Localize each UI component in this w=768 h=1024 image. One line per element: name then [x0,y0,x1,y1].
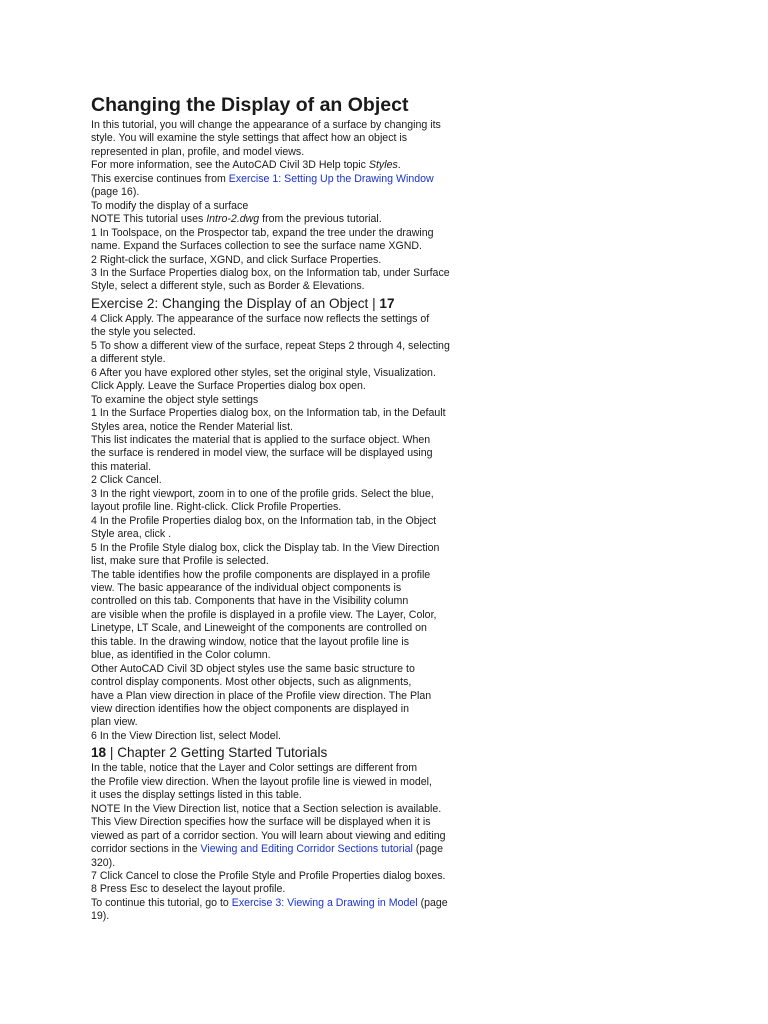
text-line [91,461,486,474]
text-line [91,843,486,856]
text-run: | Chapter 2 Getting Started Tutorials [106,745,328,761]
text-run: (page [412,843,443,856]
text-run: For more information, see the AutoCAD Civil 3D Help topic [91,159,369,172]
text-line [91,146,486,159]
text-line [91,421,486,434]
document-page [91,93,486,924]
text-line [91,186,486,199]
running-header [91,296,486,312]
text-line [91,407,486,420]
running-header [91,745,486,761]
text-run: Other AutoCAD Civil 3D object styles use the same basic structure to [91,662,415,675]
text-line [91,816,486,829]
text-line [91,830,486,843]
text-run: . [397,159,401,172]
text-run: (page [417,896,448,909]
text-line [91,501,486,514]
text-line [91,910,486,923]
text-run: Exercise 2: Changing the Display of an Object | [91,295,380,311]
text-run: Styles area, notice the Render Material list. [91,420,293,433]
text-line [91,434,486,447]
text-run: blue, as identified in the Color column. [91,649,271,662]
text-line [91,353,486,366]
text-line [91,227,486,240]
text-run: This View Direction specifies how the surface will be displayed when it is [91,816,431,829]
text-run: 4 In the Profile Properties dialog box, on the Information tab, in the Object [91,514,437,527]
text-run: In the table, notice that the Layer and Color settings are different from [91,762,418,775]
text-line [91,622,486,635]
text-line [91,730,486,743]
text-line [91,870,486,883]
text-run: 6 After you have explored other styles, set the original style, Visualization. [91,366,436,379]
text-run: the Profile view direction. When the layout profile line is viewed in model, [91,775,432,788]
cross-reference-link[interactable]: Viewing and Editing Corridor Sections tutorial [200,843,413,856]
text-run: viewed as part of a corridor section. You will learn about viewing and editing [91,829,446,842]
text-line [91,132,486,145]
text-line [91,690,486,703]
text-line [91,173,486,186]
text-run: 1 In the Surface Properties dialog box, on the Information tab, in the Default [91,407,446,420]
text-line [91,555,486,568]
text-run: NOTE In the View Direction list, notice that a Section selection is available. [91,802,442,815]
text-run: it uses the display settings listed in this table. [91,789,302,802]
text-line [91,776,486,789]
text-run: 7 Click Cancel to close the Profile Style and Profile Properties dialog boxes. [91,870,446,883]
text-line [91,595,486,608]
text-line [91,474,486,487]
text-line [91,663,486,676]
text-line [91,528,486,541]
text-line [91,703,486,716]
text-run: layout profile line. Right-click. Click Profile Properties. [91,501,342,514]
text-line [91,447,486,460]
text-run: The table identifies how the profile components are displayed in a profile [91,568,431,581]
text-run: 5 In the Profile Style dialog box, click the Display tab. In the View Direction [91,541,440,554]
text-line [91,582,486,595]
text-line [91,636,486,649]
text-run: (page 16). [91,186,140,199]
text-run: controlled on this tab. Components that have in the Visibility column [91,595,409,608]
text-line [91,515,486,528]
cross-reference-link[interactable]: Exercise 1: Setting Up the Drawing Window [228,172,434,185]
text-line [91,609,486,622]
text-run: 1 In Toolspace, on the Prospector tab, expand the tree under the drawing [91,226,434,239]
text-run: 5 To show a different view of the surface, repeat Steps 2 through 4, selecting [91,339,450,352]
text-run: 3 In the right viewport, zoom in to one of the profile grids. Select the blue, [91,487,434,500]
text-line [91,857,486,870]
text-line [91,240,486,253]
text-line [91,488,486,501]
text-run: view direction identifies how the object components are displayed in [91,703,409,716]
text-line [91,789,486,802]
text-line [91,213,486,226]
text-run: 2 Right-click the surface, XGND, and click Surface Properties. [91,253,382,266]
text-run: the style you selected. [91,326,196,339]
text-run: 2 Click Cancel. [91,474,162,487]
text-run: 3 In the Surface Properties dialog box, on the Information tab, under Surface [91,266,450,279]
text-line [91,380,486,393]
text-line [91,340,486,353]
text-run: Linetype, LT Scale, and Lineweight of the components are controlled on [91,622,427,635]
text-run: represented in plan, profile, and model views. [91,145,305,158]
page-number: 17 [379,295,395,311]
text-line [91,200,486,213]
text-run: This exercise continues from [91,172,229,185]
text-run: are visible when the profile is displayed in a profile view. The Layer, Color, [91,608,437,621]
text-line [91,313,486,326]
text-line [91,159,486,172]
text-line [91,394,486,407]
text-line [91,897,486,910]
text-run: style. You will examine the style settings that affect how an object is [91,132,408,145]
italic-term: Styles [368,159,398,172]
text-run: have a Plan view direction in place of the Profile view direction. The Plan [91,689,432,702]
text-run: Click Apply. Leave the Surface Properties dialog box open. [91,380,366,393]
text-line [91,803,486,816]
text-run: 19). [91,910,110,923]
text-line [91,267,486,280]
text-run: this material. [91,460,152,473]
text-run: plan view. [91,716,138,729]
text-line [91,762,486,775]
text-run: To modify the display of a surface [91,199,249,212]
text-line [91,280,486,293]
document-body [91,119,486,924]
text-run: control display components. Most other objects, such as alignments, [91,676,412,689]
text-run: the surface is rendered in model view, the surface will be displayed using [91,447,433,460]
text-run: from the previous tutorial. [259,213,382,226]
text-run: In this tutorial, you will change the appearance of a surface by changing its [91,119,441,131]
text-run: list, make sure that Profile is selected. [91,555,269,568]
text-line [91,716,486,729]
text-run: 6 In the View Direction list, select Model. [91,729,281,742]
text-line [91,254,486,267]
text-run: corridor sections in the [91,843,201,856]
text-run: Style area, click . [91,528,172,541]
text-line [91,676,486,689]
cross-reference-link[interactable]: Exercise 3: Viewing a Drawing in Model [231,896,418,909]
text-run: view. The basic appearance of the individual object components is [91,581,402,594]
text-line [91,649,486,662]
text-run: name. Expand the Surfaces collection to see the surface name XGND. [91,240,422,253]
text-run: 8 Press Esc to deselect the layout profile. [91,883,286,896]
text-run: To examine the object style settings [91,393,259,406]
text-line [91,883,486,896]
text-line [91,569,486,582]
text-run: a different style. [91,353,166,366]
text-run: This list indicates the material that is applied to the surface object. When [91,433,431,446]
text-run: NOTE This tutorial uses [91,213,207,226]
italic-term: Intro-2.dwg [206,213,260,226]
page-number: 18 [91,745,107,761]
page-title: Changing the Display of an Object [91,94,409,116]
text-run: To continue this tutorial, go to [91,896,232,909]
text-run: 320). [91,856,116,869]
text-line [91,119,486,132]
text-run: this table. In the drawing window, notice that the layout profile line is [91,635,409,648]
text-line [91,326,486,339]
text-line [91,367,486,380]
text-run: Style, select a different style, such as Border & Elevations. [91,280,365,293]
text-run: 4 Click Apply. The appearance of the surface now reflects the settings of [91,312,430,325]
text-line [91,542,486,555]
